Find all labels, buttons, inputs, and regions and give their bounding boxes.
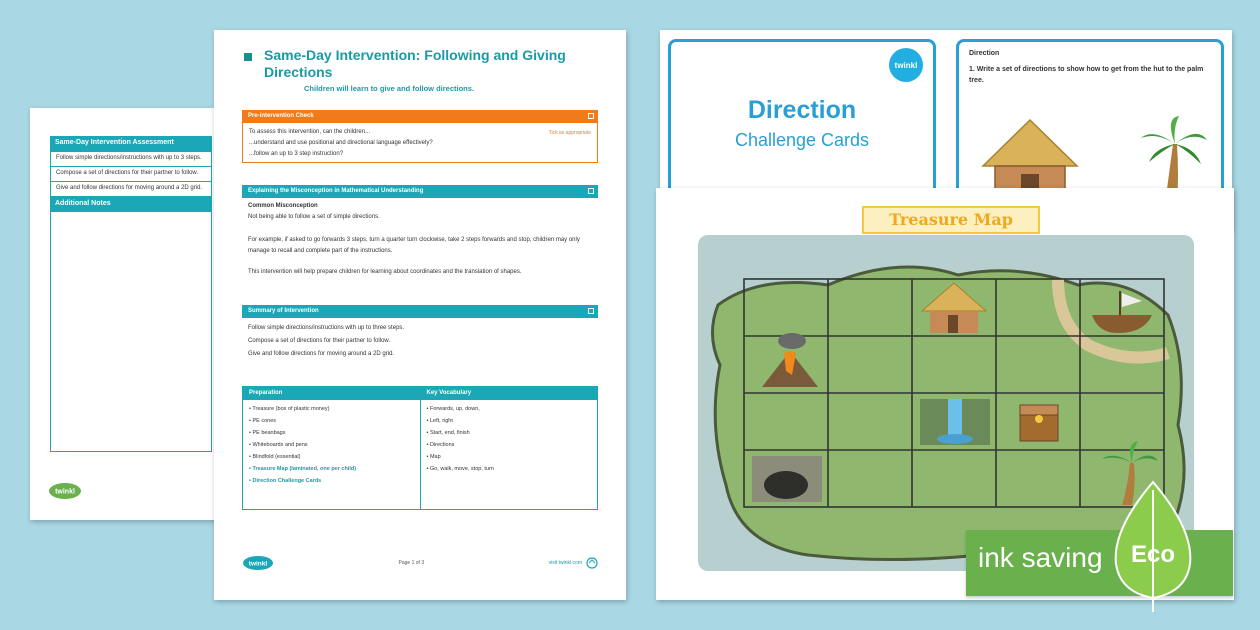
treasure-map-title: Treasure Map [862,206,1040,234]
misconception-header: Explaining the Misconception in Mathematical Understanding [248,188,424,194]
assessment-row: Compose a set of directions for their partner to follow. [50,167,212,182]
card-front [668,39,936,209]
vocabulary-item: • Left, right [427,415,592,427]
edit-icon [588,308,594,314]
page-title: Same-Day Intervention: Following and Giving Directions [264,47,566,80]
card-subtitle: Challenge Cards [734,130,870,150]
summary-line: Give and follow directions for moving around a 2D grid. [248,351,395,357]
pre-intervention-check [242,110,598,163]
treasure-map-link[interactable]: • Treasure Map (laminated, one per child) [249,463,414,475]
summary-line: Compose a set of directions for their partner to follow. [248,338,391,344]
vocabulary-item: • Forwards, up, down, [427,403,592,415]
misconception-line: For example, if asked to go forwards 3 steps, turn a quarter turn clockwise, take 2 steps forwards and stop, children may only manage to recall and complete part of the instructions. [248,237,580,254]
assessment-header: Same-Day Intervention Assessment [50,136,212,152]
vocabulary-item: • Directions [427,439,592,451]
eco-leaf-icon [1110,480,1196,614]
footer-url[interactable]: visit twinkl.com [548,560,582,566]
vocabulary-column [420,387,598,509]
misconception-line: Common Misconception [248,203,318,209]
check-line: To assess this intervention, can the children... [249,129,371,135]
preparation-item: • Treasure (box of plastic money) [249,403,414,415]
summary-box [242,305,598,365]
twinkl-logo-text: twinkl [55,488,75,496]
check-note: Tick as appropriate [548,130,591,136]
preparation-item: • PE beanbags [249,427,414,439]
misconception-line: Not being able to follow a set of simple directions. [248,214,380,220]
twinkl-logo-badge: twinkl [889,48,923,82]
recycle-icon [586,557,598,569]
check-line: ...follow an up to 3 step instruction? [249,151,344,157]
misconception-box [242,185,598,282]
vocabulary-item: • Start, end, finish [427,427,592,439]
ink-saving-badge [966,530,1233,596]
edit-icon [588,113,594,119]
notes-header: Additional Notes [50,197,212,212]
summary-line: Follow simple directions/instructions with up to three steps. [248,325,405,331]
waterfall-icon [920,399,990,445]
ink-saving-text: ink saving [978,542,1103,573]
vocabulary-item: • Go, walk, move, stop, turn [427,463,592,475]
question-text: 1. Write a set of directions to show how to get from the hut to the palm tree. [969,66,1204,84]
page-number: Page 1 of 3 [398,560,425,566]
preparation-column [243,387,420,509]
vocabulary-header: Key Vocabulary [421,387,598,400]
misconception-line: This intervention will help prepare children for learning about coordinates and the translation of shapes. [248,269,522,275]
cave-icon [752,456,822,502]
preparation-vocabulary-table [242,386,598,510]
twinkl-logo-icon [242,555,274,571]
question-label: Direction [969,50,1000,57]
preparation-item: • Blindfold (essential) [249,451,414,463]
assessment-sheet [30,108,230,520]
vocabulary-item: • Map [427,451,592,463]
check-header: Pre-intervention Check [248,113,314,119]
twinkl-logo-icon [48,482,82,500]
notes-box [50,212,212,452]
card-title: Direction [747,96,857,124]
treasure-chest-icon [1020,405,1058,441]
title-bullet [244,53,252,61]
page-subtitle: Children will learn to give and follow directions. [304,84,475,93]
page-footer [242,556,598,570]
assessment-row: Give and follow directions for moving around a 2D grid. [50,182,212,197]
preparation-item: • Whiteboards and pens [249,439,414,451]
check-line: ...understand and use positional and directional language effectively? [249,140,433,146]
eco-text: Eco [1130,541,1176,568]
summary-header: Summary of Intervention [248,308,319,314]
preparation-item: • PE cones [249,415,414,427]
intervention-plan-sheet [214,30,626,600]
twinkl-logo-text: twinkl [248,560,268,568]
preparation-header: Preparation [243,387,420,400]
challenge-cards-link[interactable]: • Direction Challenge Cards [249,475,414,487]
edit-icon [588,188,594,194]
assessment-row: Follow simple directions/instructions with up to 3 steps. [50,152,212,167]
card-question [956,39,1224,209]
